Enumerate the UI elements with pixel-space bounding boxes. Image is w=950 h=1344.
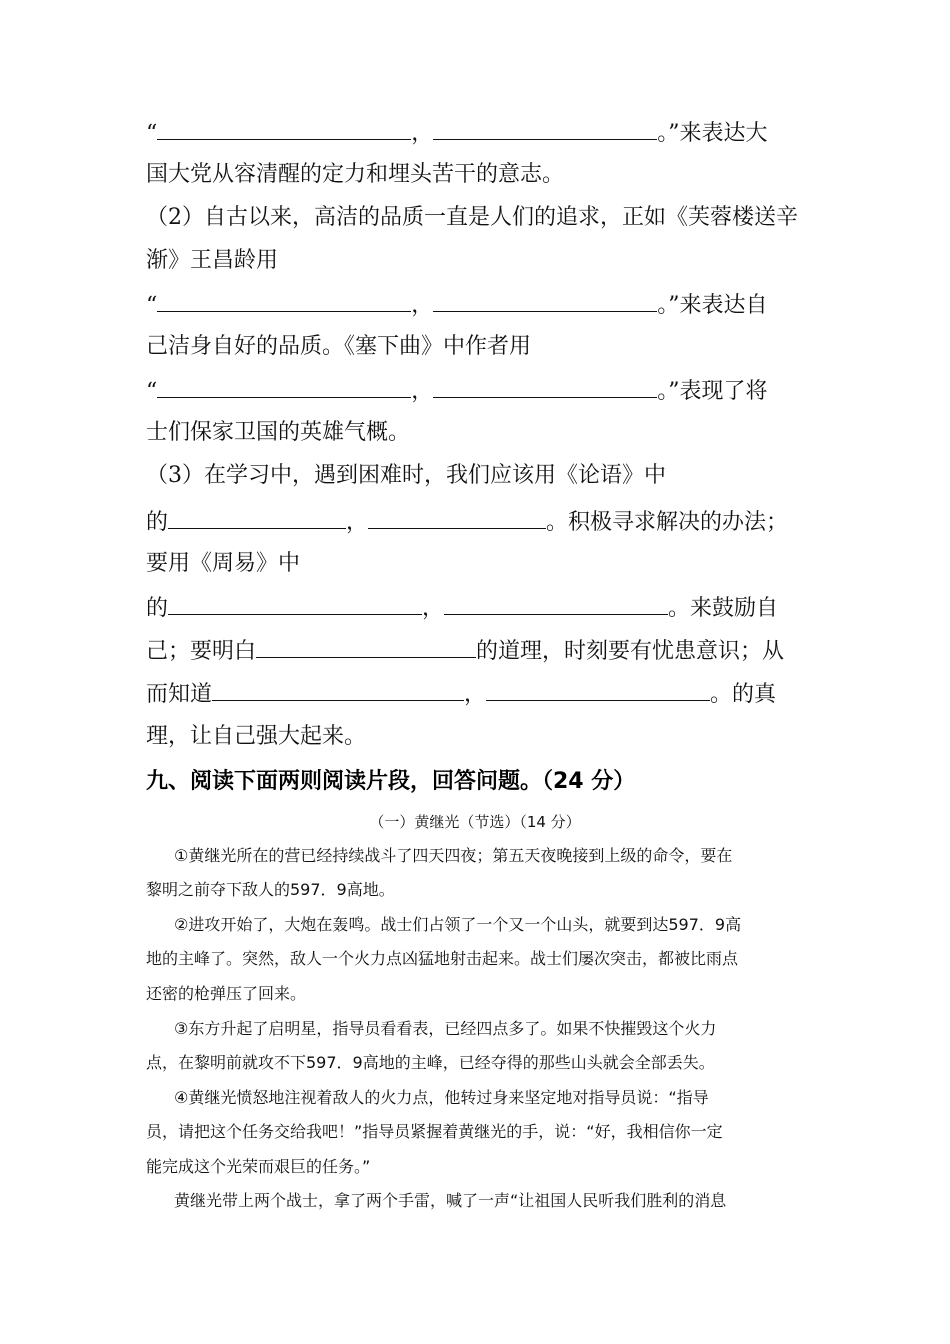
answer-blank[interactable] — [486, 678, 710, 701]
poem-fill-line-7: 而知道 ， 。的真 — [146, 678, 776, 710]
passage-line: 点，在黎明前就攻不下597．9高地的主峰，已经夺得的那些山头就会全部丢失。 — [146, 1053, 715, 1072]
answer-blank[interactable] — [168, 592, 422, 615]
answer-blank[interactable] — [433, 117, 657, 140]
passage-line: ④黄继光愤怒地注视着敌人的火力点，他转过身来坚定地对指导员说：“指导 — [174, 1088, 709, 1107]
passage-line: 黄继光带上两个战士，拿了两个手雷，喊了一声“让祖国人民听我们胜利的消息 — [174, 1191, 727, 1210]
text-line: 理，让自己强大起来。 — [146, 724, 367, 749]
poem-fill-line-2: “ ， 。”来表达自 — [146, 289, 768, 321]
answer-blank[interactable] — [157, 117, 411, 140]
answer-blank[interactable] — [168, 506, 346, 529]
text-line: 要用《周易》中 — [146, 551, 301, 576]
answer-blank[interactable] — [157, 289, 411, 312]
question-part-3: （3）在学习中，遇到困难时，我们应该用《论语》中 — [146, 463, 666, 488]
answer-blank[interactable] — [433, 375, 657, 398]
answer-blank[interactable] — [368, 506, 546, 529]
answer-blank[interactable] — [157, 375, 411, 398]
answer-blank[interactable] — [444, 592, 668, 615]
question-part-2: （2）自古以来，高洁的品质一直是人们的追求，正如《芙蓉楼送辛 — [146, 205, 798, 230]
answer-blank[interactable] — [433, 289, 657, 312]
passage-line: 能完成这个光荣而艰巨的任务。” — [146, 1157, 371, 1176]
poem-fill-line-5: 的 ， 。来鼓励自 — [146, 592, 778, 624]
passage-line: ③东方升起了启明星，指导员看看表，已经四点多了。如果不快摧毁这个火力 — [174, 1019, 717, 1038]
passage-line: 员，请把这个任务交给我吧！”指导员紧握着黄继光的手，说：“好，我相信你一定 — [146, 1122, 723, 1141]
poem-fill-line-6: 己；要明白 的道理，时刻要有忧患意识；从 — [146, 635, 784, 667]
poem-fill-line-1: “ ， 。”来表达大 — [146, 117, 768, 149]
answer-blank[interactable] — [212, 678, 464, 701]
text-line: 渐》王昌龄用 — [146, 248, 279, 273]
passage-line: 黎明之前夺下敌人的597．9高地。 — [146, 880, 395, 899]
text-line: 己洁身自好的品质。《塞下曲》中作者用 — [146, 334, 532, 359]
passage-line: 还密的枪弹压了回来。 — [146, 984, 307, 1003]
poem-fill-line-3: “ ， 。”表现了将 — [146, 375, 768, 407]
poem-fill-line-4: 的 ， 。积极寻求解决的办法； — [146, 506, 788, 538]
passage-line: ①黄继光所在的营已经持续战斗了四天四夜；第五天夜晚接到上级的命令，要在 — [174, 846, 733, 865]
passage-line: 地的主峰了。突然，敌人一个火力点凶猛地射击起来。战士们屡次突击，都被比雨点 — [146, 949, 739, 968]
answer-blank[interactable] — [256, 635, 476, 658]
text-line: 国大党从容清醒的定力和埋头苦干的意志。 — [146, 162, 565, 187]
passage-title: （一）黄继光（节选）（14 分） — [369, 813, 581, 831]
text-line: 士们保家卫国的英雄气概。 — [146, 420, 411, 445]
section-heading: 九、阅读下面两则阅读片段，回答问题。（24 分） — [146, 769, 636, 794]
passage-line: ②进攻开始了，大炮在轰鸣。战士们占领了一个又一个山头，就要到达597．9高 — [174, 915, 742, 934]
